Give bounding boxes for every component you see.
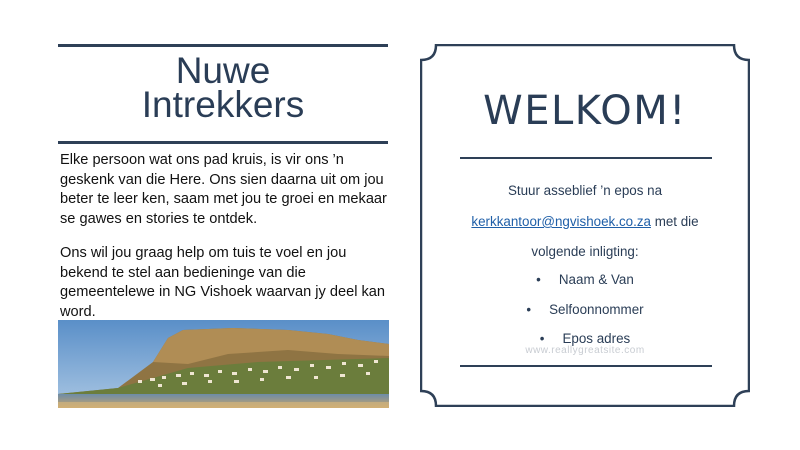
bullet-icon: • [536, 272, 541, 287]
email-line-suffix: met die [650, 214, 699, 229]
bullet-email-address: Epos adres [562, 331, 631, 346]
title-bottom-rule [58, 141, 388, 144]
info-line: volgende inligting: [531, 244, 639, 259]
welcome-paragraph: Ons wil jou graag help om tuis te voel en jou bekend te stel aan bedieninge van die gemeentelewe in NG Vishoek waarvan jy deel kan word. [60, 245, 386, 320]
heading-divider [460, 157, 712, 159]
watermark-text: www.reallygreatsite.com [525, 345, 645, 356]
bullet-name-surname: Naam & Van [558, 272, 634, 287]
bullet-icon: • [539, 331, 545, 346]
list-item [420, 331, 750, 346]
email-line [420, 214, 750, 229]
welcome-heading: WELKOM! [483, 88, 687, 134]
fish-hoek-photo [58, 320, 389, 408]
instruction-line: Stuur asseblief ’n epos na [507, 183, 663, 198]
email-link[interactable]: kerkkantoor@ngvishoek.co.za [471, 214, 651, 229]
bullet-cellphone: Selfoonnommer [549, 302, 644, 317]
title-line-1: Nuwe [175, 50, 271, 91]
title-line-2: Intrekkers [141, 84, 305, 125]
footer-divider [460, 365, 712, 367]
title-top-rule [58, 44, 388, 47]
intro-paragraph: Elke persoon wat ons pad kruis, is vir ons ’n geskenk van die Here. Ons sien daarna uit om jou beter te leer ken, saam met jou te groei en mekaar se gawes en stories te ontdek. [60, 152, 387, 227]
page-title [58, 50, 388, 125]
list-item [420, 302, 750, 317]
bullet-icon: • [526, 302, 532, 317]
list-item [420, 272, 750, 287]
